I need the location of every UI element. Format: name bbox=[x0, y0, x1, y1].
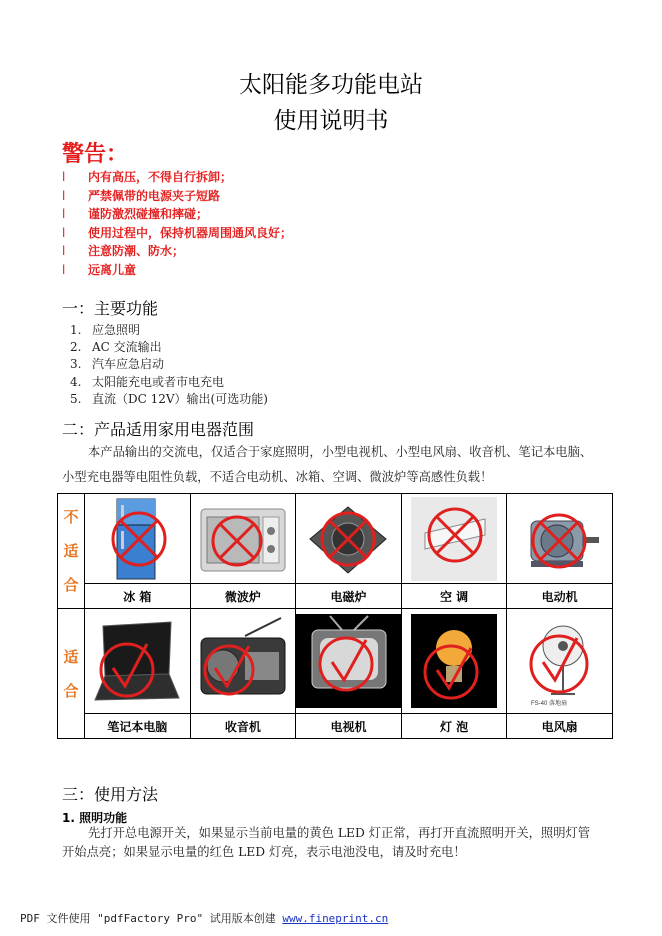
usage-paragraph: 先打开总电源开关，如果显示当前电量的黄色 LED 灯正常，再打开直流照明开关，照明灯管开始点亮；如果显示电量的红色 LED 灯亮，表示电池没电，请及时充电！ bbox=[62, 826, 591, 859]
section-heading-appliances: 二：产品适用家用电器范围 bbox=[62, 420, 255, 439]
list-number: 4. bbox=[70, 374, 82, 389]
electric-fan-photo bbox=[507, 609, 613, 714]
warning-text: 内有高压，不得自行拆卸； bbox=[88, 170, 233, 184]
bullet: l bbox=[62, 188, 66, 203]
light-bulb-photo bbox=[401, 609, 507, 714]
warning-item bbox=[62, 205, 292, 224]
label-char: 适 bbox=[63, 647, 79, 666]
footer-link[interactable]: www.fineprint.cn bbox=[282, 912, 389, 925]
footer bbox=[20, 910, 388, 926]
appliance-table bbox=[57, 493, 613, 739]
appliance-label: 灯 泡 bbox=[401, 714, 507, 739]
list-item bbox=[70, 374, 268, 391]
section-heading-usage: 三：使用方法 bbox=[62, 785, 159, 804]
warning-text: 注意防潮、防水； bbox=[88, 244, 185, 258]
appliance-label: 笔记本电脑 bbox=[85, 714, 191, 739]
suitable-label bbox=[58, 609, 85, 739]
appliance-label: 收音机 bbox=[190, 714, 296, 739]
list-number: 3. bbox=[70, 357, 82, 372]
air-conditioner-photo bbox=[401, 494, 507, 584]
label-char: 适 bbox=[63, 542, 79, 560]
induction-cooker-photo bbox=[296, 494, 402, 584]
appliance-label: 微波炉 bbox=[190, 584, 296, 609]
microwave-photo bbox=[190, 494, 296, 584]
warning-text: 使用过程中，保持机器周围通风良好； bbox=[88, 225, 293, 240]
list-item bbox=[70, 356, 268, 373]
bullet: l bbox=[62, 262, 66, 277]
label-char: 合 bbox=[63, 576, 79, 594]
warning-text: 谨防激烈碰撞和摔碰； bbox=[88, 207, 209, 221]
appliance-label: 空 调 bbox=[401, 584, 507, 609]
list-text: 汽车应急启动 bbox=[92, 357, 165, 372]
document-subtitle: 使用说明书 bbox=[273, 108, 389, 134]
list-item bbox=[70, 391, 268, 408]
appliance-label: 电视机 bbox=[296, 714, 402, 739]
list-item bbox=[70, 322, 268, 339]
bullet: l bbox=[62, 225, 66, 240]
warning-heading: 警告： bbox=[62, 142, 129, 167]
radio-photo bbox=[190, 609, 296, 714]
footer-text: PDF 文件使用 "pdfFactory Pro" 试用版本创建 bbox=[20, 912, 283, 925]
warning-item bbox=[62, 261, 292, 280]
laptop-photo bbox=[85, 609, 191, 714]
bullet: l bbox=[62, 244, 66, 258]
list-text: AC 交流输出 bbox=[92, 340, 162, 355]
electric-motor-photo bbox=[507, 494, 613, 584]
appliance-label: 电风扇 bbox=[507, 714, 613, 739]
photo-caption: FS-40 落地扇 bbox=[530, 701, 567, 707]
warning-item bbox=[62, 187, 292, 206]
appliance-label: 电磁炉 bbox=[296, 584, 402, 609]
list-number: 5. bbox=[70, 391, 82, 406]
sub-heading-lighting: 1. 照明功能 bbox=[62, 811, 128, 825]
bullet: l bbox=[62, 207, 66, 221]
warning-item bbox=[62, 224, 292, 243]
list-number: 1. bbox=[70, 323, 82, 337]
warning-item bbox=[62, 168, 292, 187]
appliance-paragraph: 本产品输出的交流电，仅适合于家庭照明，小型电视机、小型电风扇、收音机、笔记本电脑、小型充电器等电阻性负载，不适合电动机、冰箱、空调、微波炉等高感性负载！ bbox=[62, 445, 593, 484]
warning-text: 严禁佩带的电源夹子短路 bbox=[88, 188, 221, 203]
warning-item bbox=[62, 242, 292, 261]
unsuitable-label bbox=[58, 494, 85, 609]
list-number: 2. bbox=[70, 340, 82, 355]
list-text: 应急照明 bbox=[92, 323, 141, 337]
list-item bbox=[70, 339, 268, 356]
appliance-label: 冰 箱 bbox=[85, 584, 191, 609]
section-heading-functions: 一：主要功能 bbox=[62, 299, 159, 318]
list-text: 直流（DC 12V）输出(可选功能) bbox=[92, 391, 268, 406]
document-title: 太阳能多功能电站 bbox=[239, 72, 423, 98]
label-char: 不 bbox=[63, 508, 79, 526]
bullet: l bbox=[62, 170, 66, 184]
function-list bbox=[70, 322, 268, 408]
appliance-label: 电动机 bbox=[507, 584, 613, 609]
label-char: 合 bbox=[63, 681, 79, 700]
list-text: 太阳能充电或者市电充电 bbox=[92, 374, 225, 389]
warning-text: 远离儿童 bbox=[88, 262, 137, 277]
television-photo bbox=[296, 609, 402, 714]
warning-list bbox=[62, 168, 292, 279]
fridge-photo bbox=[85, 494, 191, 584]
